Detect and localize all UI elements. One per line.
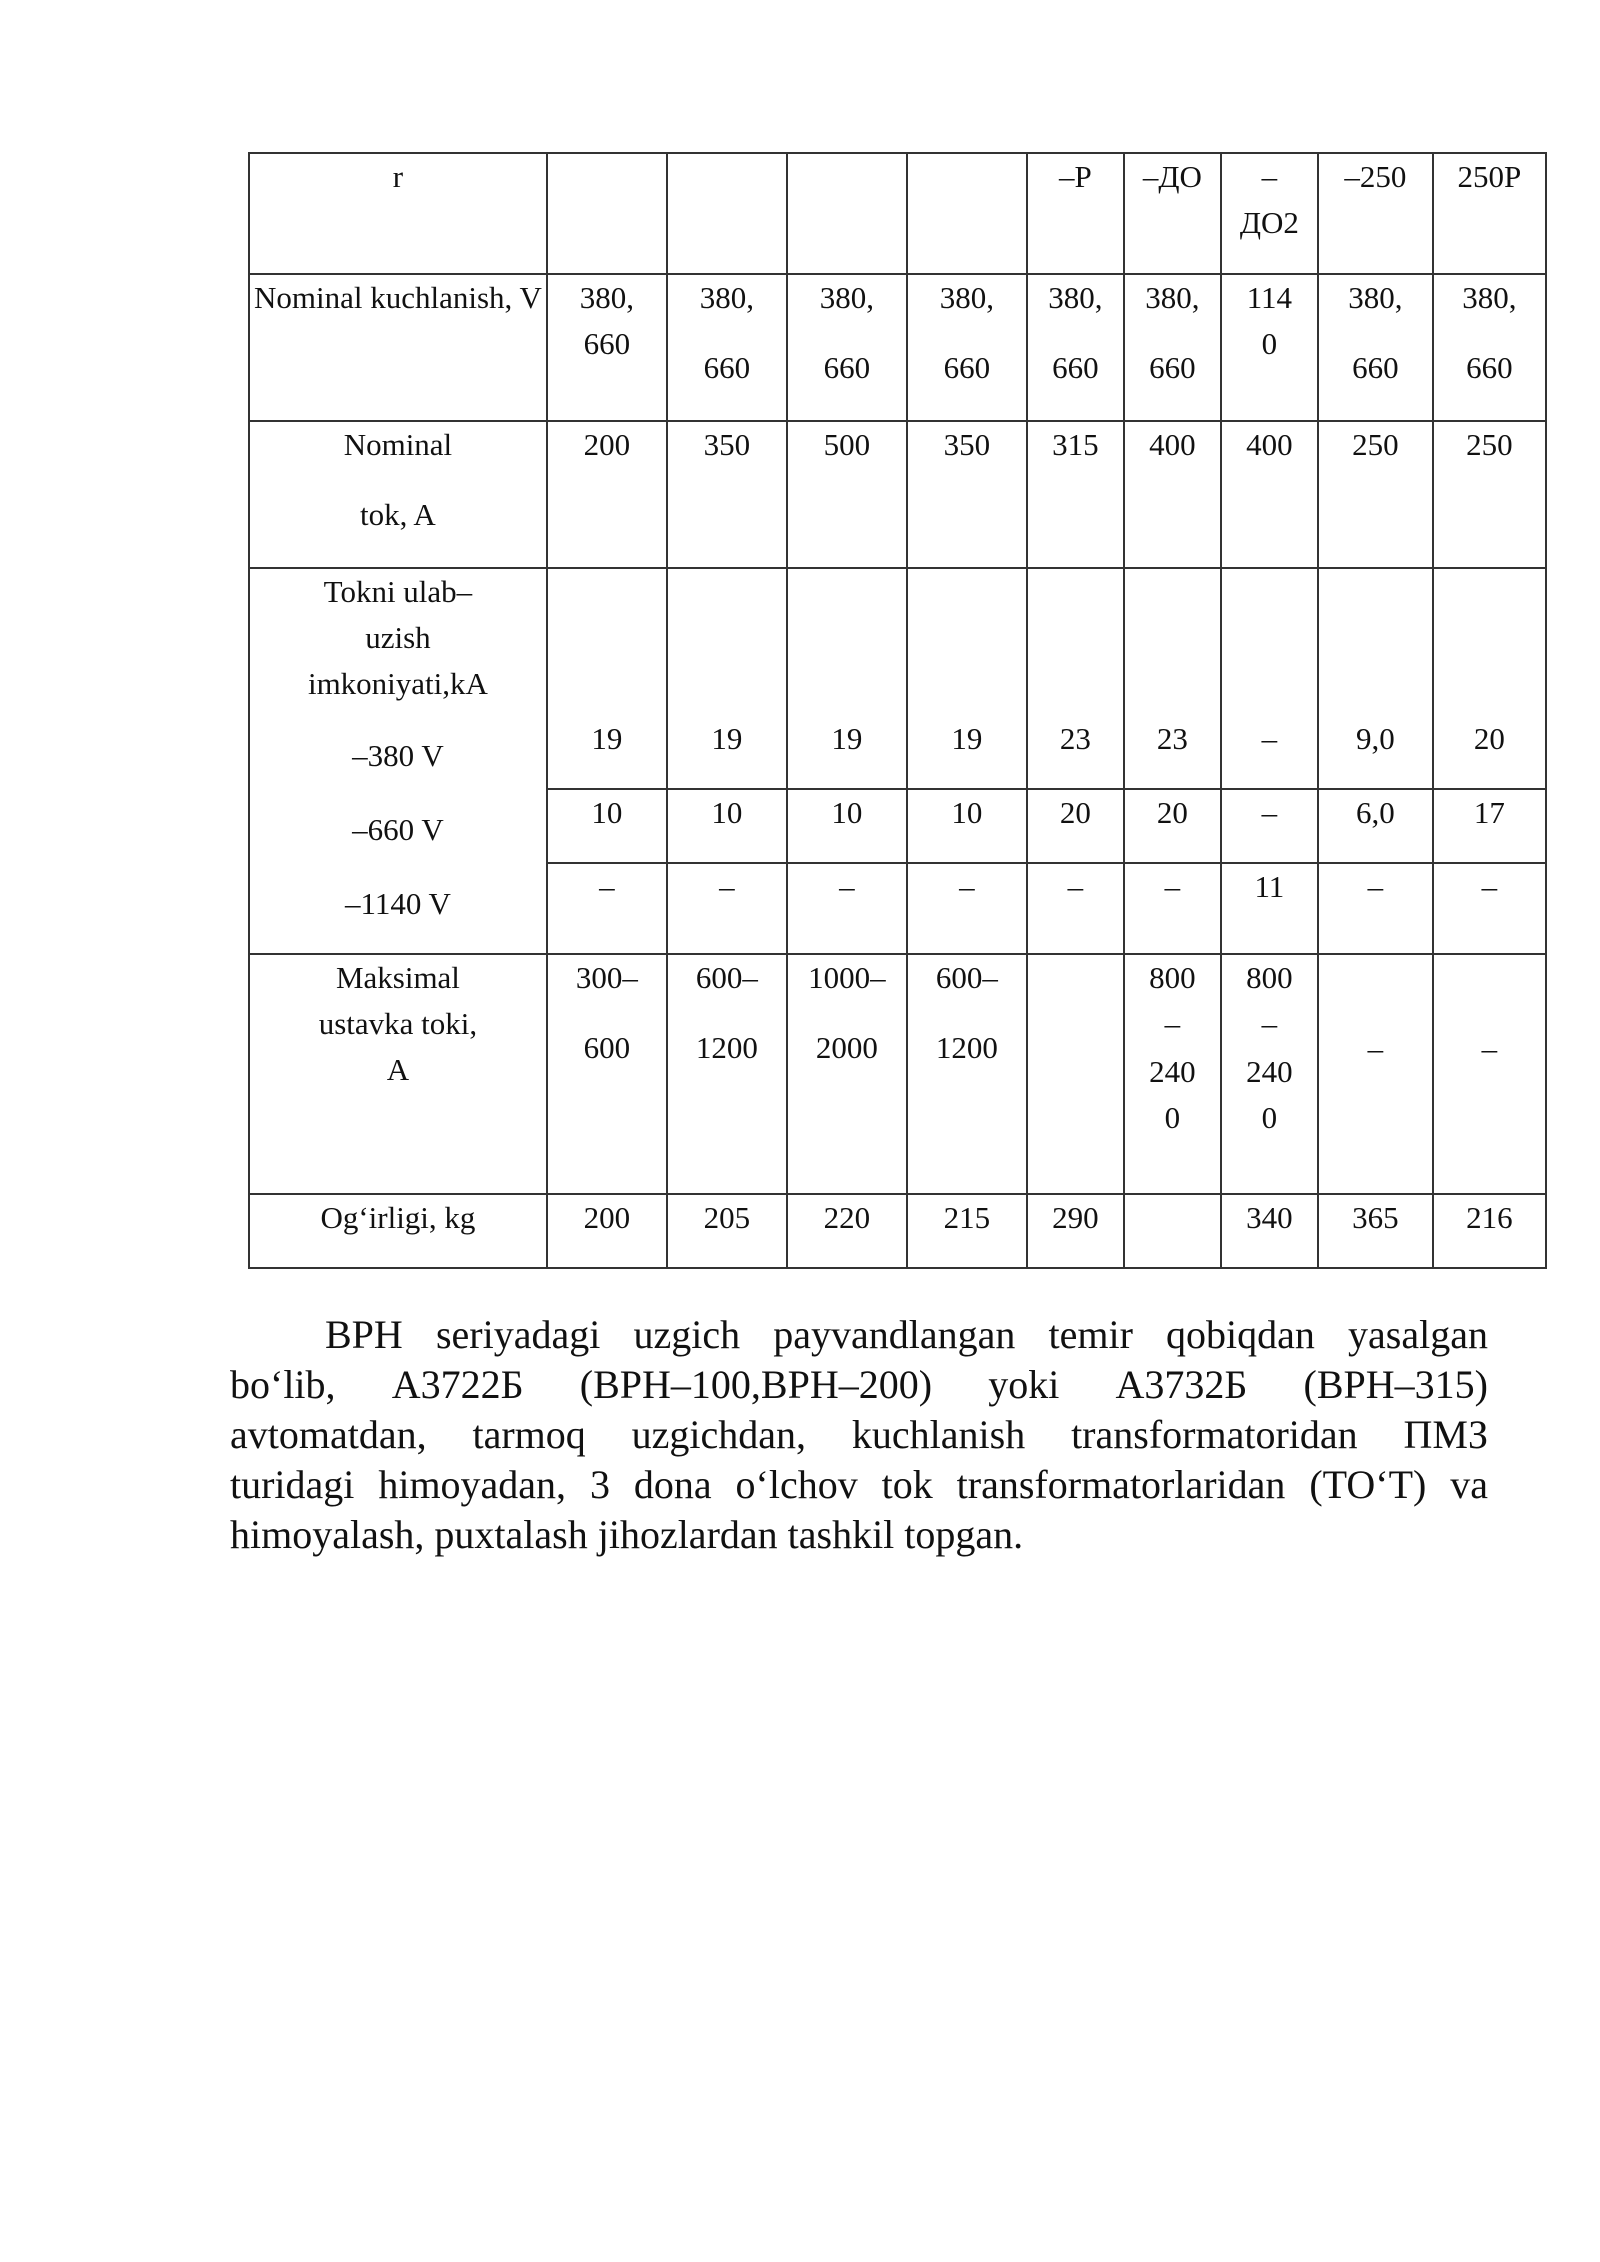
setting-label: Maksimal ustavka toki, A <box>249 954 547 1194</box>
table-cell: 340 <box>1221 1194 1318 1268</box>
breaking-capacity-label: Tokni ulab– uzish imkoniyati,kA –380 V –660 V –1140 V <box>249 568 547 954</box>
table-cell: 20 <box>1433 568 1546 789</box>
table-cell: – <box>1433 954 1546 1194</box>
table-cell: 380, 660 <box>547 274 667 421</box>
header-cell <box>547 153 667 274</box>
table-cell: 205 <box>667 1194 787 1268</box>
table-cell: – <box>547 863 667 954</box>
current-label: Nominal tok, A <box>249 421 547 568</box>
table-cell: 380, 660 <box>667 274 787 421</box>
table-row-current <box>249 421 1546 568</box>
table-row-voltage <box>249 274 1546 421</box>
table-cell: – <box>667 863 787 954</box>
table-cell: 6,0 <box>1318 789 1433 863</box>
header-cell <box>787 153 907 274</box>
table-cell: – <box>1318 863 1433 954</box>
table-cell: 315 <box>1027 421 1124 568</box>
table-cell: – <box>1221 789 1318 863</box>
header-label-cell: r <box>249 153 547 274</box>
header-cell: –Р <box>1027 153 1124 274</box>
table-cell: 500 <box>787 421 907 568</box>
table-cell: 10 <box>907 789 1027 863</box>
table-cell: 220 <box>787 1194 907 1268</box>
table-cell: – <box>1124 863 1221 954</box>
paragraph-line: ВРН seriyadagi uzgich payvandlangan temir qobiqdan yasalgan <box>325 1312 1488 1357</box>
paragraph-line: himoyalash, puxtalash jihozlardan tashkil topgan. <box>230 1512 1024 1557</box>
table-cell <box>1027 954 1124 1194</box>
table-cell: – <box>1221 568 1318 789</box>
table-cell: 380, 660 <box>1124 274 1221 421</box>
specifications-table <box>248 152 1547 1269</box>
table-cell: 300– 600 <box>547 954 667 1194</box>
table-cell: 20 <box>1027 789 1124 863</box>
paragraph-line: bo‘lib, А3722Б (ВРН–100,ВРН–200) yoki А3732Б (ВРН–315) <box>230 1362 1488 1407</box>
table-cell: – <box>1027 863 1124 954</box>
header-cell <box>907 153 1027 274</box>
table-cell: 200 <box>547 421 667 568</box>
table-row-breaking-380 <box>249 568 1546 789</box>
table-row-header <box>249 153 1546 274</box>
table-cell: 400 <box>1124 421 1221 568</box>
table-cell: 600– 1200 <box>907 954 1027 1194</box>
table-cell: 23 <box>1124 568 1221 789</box>
table-cell: 800 – 240 0 <box>1124 954 1221 1194</box>
header-cell: 250Р <box>1433 153 1546 274</box>
paragraph-line: avtomatdan, tarmoq uzgichdan, kuchlanish transformatoridan ПМЗ <box>230 1412 1488 1457</box>
header-cell <box>667 153 787 274</box>
table-row-setting <box>249 954 1546 1194</box>
table-cell: 1000– 2000 <box>787 954 907 1194</box>
table-cell: 19 <box>787 568 907 789</box>
table-cell: 380, 660 <box>1318 274 1433 421</box>
table-cell: 20 <box>1124 789 1221 863</box>
table-cell: 365 <box>1318 1194 1433 1268</box>
weight-label: Og‘irligi, kg <box>249 1194 547 1268</box>
table-cell: – <box>1318 954 1433 1194</box>
table-cell: 19 <box>907 568 1027 789</box>
table-cell: 250 <box>1433 421 1546 568</box>
table-cell: – <box>1433 863 1546 954</box>
table-cell: – <box>907 863 1027 954</box>
table-cell: 250 <box>1318 421 1433 568</box>
table-cell: 10 <box>547 789 667 863</box>
table-cell: 380, 660 <box>1433 274 1546 421</box>
table-cell: – <box>787 863 907 954</box>
table-cell: 380, 660 <box>907 274 1027 421</box>
table-cell: 10 <box>787 789 907 863</box>
table-row-weight <box>249 1194 1546 1268</box>
table-cell: 380, 660 <box>787 274 907 421</box>
table-cell: 290 <box>1027 1194 1124 1268</box>
table-cell <box>1124 1194 1221 1268</box>
header-cell: –250 <box>1318 153 1433 274</box>
table-cell: 380, 660 <box>1027 274 1124 421</box>
table-cell: 350 <box>907 421 1027 568</box>
table-cell: 23 <box>1027 568 1124 789</box>
table-cell: 19 <box>547 568 667 789</box>
table-cell: 9,0 <box>1318 568 1433 789</box>
table-cell: 11 <box>1221 863 1318 954</box>
paragraph-line: turidagi himoyadan, 3 dona o‘lchov tok transformatorlaridan (TO‘T) va <box>230 1462 1488 1507</box>
header-cell: – ДО2 <box>1221 153 1318 274</box>
table-cell: 19 <box>667 568 787 789</box>
voltage-label: Nominal kuchlanish, V <box>249 274 547 421</box>
table-cell: 350 <box>667 421 787 568</box>
table-cell: 216 <box>1433 1194 1546 1268</box>
table-cell: 215 <box>907 1194 1027 1268</box>
body-paragraph <box>230 1310 1488 1560</box>
table-cell: 17 <box>1433 789 1546 863</box>
table-cell: 800 – 240 0 <box>1221 954 1318 1194</box>
table-cell: 400 <box>1221 421 1318 568</box>
table-cell: 600– 1200 <box>667 954 787 1194</box>
table-cell: 10 <box>667 789 787 863</box>
table-cell: 200 <box>547 1194 667 1268</box>
table-cell: 114 0 <box>1221 274 1318 421</box>
header-cell: –ДО <box>1124 153 1221 274</box>
